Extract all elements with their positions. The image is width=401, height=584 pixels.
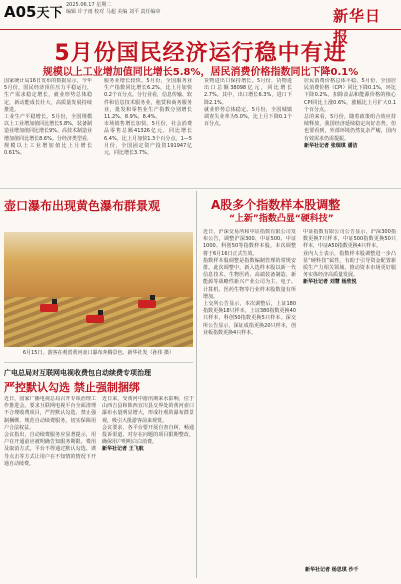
vertical-divider [196,191,197,578]
right-headline: A股多个指数样本股调整 [211,198,341,212]
newspaper-logo: 新华日报 [333,7,382,46]
left-col-1: 近日，国家广播电视总局召开专项治理工作推进会。要求互联网电视平台全面清理不合理收费项目，严控默认勾选、禁止强制捆绑，规范自动续费服务，切实保障用户合法权益。 会议指出，自动续费服务应显著提示，用户在开通前应被明确告知服务期限、费用及取消方式。平台不得通过默认勾选、诱导点击等方式让用户在不知情的情况下开通自动续费。 [4,396,96,467]
main-subhead: 规模以上工业增加值同比增长5.8%，居民消费价格指数同比下降0.1% [42,67,359,78]
waterfall-photo [4,232,193,347]
left-subhead: 严控默认勾选 禁止强制捆绑 [4,381,140,394]
right-col-2: 中证指数有限公司公告显示，沪深300指数更换7只样本，中证500指数更换50只样本，中证A50指数更换4只样本。 业内人士表示，指数样本股调整进一步凸显“硬科技”属性，有助于引导资金配置新质生产力相关领域，推动资本市场更好服务实体经济高质量发展。 新华社记者 刘慧 杨欣悦 [303,229,396,286]
main-headline: 5月份国民经济运行稳中有进 [54,41,347,66]
page-number: A05天下 [4,3,63,21]
bottom-byline: 新华社记者 杨思琪 沙千 [305,567,359,573]
horizontal-divider [0,188,401,189]
left-col-2: 近日来，受黄河中游汛期来水影响，位于山西吉县和陕西宜川县交界处的黄河壶口瀑布水量明显增大，形成壮观的瀑布群景观，吸引大批游客前来观赏。 会议要求，各平台要开展自查自纠，畅通投诉渠道，对存在问题的项目限期整改，确保用户明明白白消费。 新华社记者 王飞航 [102,396,194,453]
main-col-3: 货物进出口保持增长。5月份，货物进出口总额38098亿元，同比增长2.7%。其中，出口增长6.3%，进口下降2.1%。 就业形势总体稳定。5月份，全国城镇调查失业率为5.0%，比上月下降0.1个百分点。 [204,78,292,128]
photo-headline: 壶口瀑布出现黄色瀑布群景观 [4,199,161,213]
right-col-1: 近日，沪深交易所和中证指数有限公司发布公告，调整沪深300、中证500、中证1000、科创50等指数样本股。本次调整将于6月16日正式生效。 指数样本股调整是指数编制管理的常规安排。此次调整中，新入选样本股以新一代信息技术、生物医药、高端装备制造、新能源等战略性新兴产业公司为主，电子、计算机、医药生物等行业样本股数量有所增加。 上交所公告显示，本次调整后，上证180指数更换18只样本，上证380指数更换40只样本，科创50指数更换5只样本。深交所公告显示，深证成指更换20只样本，创业板指数更换4只样本。 [203,229,296,336]
photo-caption: 6月15日，游客在观赏黄河壶口瀑布奔腾景色。新华社发（孙伟 摄） [22,350,175,356]
masthead [0,0,401,46]
page-meta: 2025.06.17 星期二 编辑 许子雨 校对 马超 美编 刘平 责任编审 [66,2,161,15]
main-col-1: 国家统计局16日发布的数据显示，今年5月份，国民经济顶住压力平稳运行，生产需求稳定增长，就业形势总体稳定，新动能成长壮大，高质量发展持续推进。 工业生产平稳增长。5月份，全国规模以上工业增加值同比增长5.8%，装备制造业增加值同比增长9%。高技术制造业增加值同比增长8.6%。分经济类型看，规模以上工业增加值比上月增长0.61%。 [4,78,92,157]
main-col-4: 居民消费价格总体平稳。5月份，全国居民消费价格（CPI）同比下降0.1%，环比下降0.2%。扣除食品和能源价格的核心CPI同比上涨0.6%，涨幅比上月扩大0.1个百分点。 总的来看，5月份，随着政策组合效应持续释放，我国经济延续稳定向好态势。但也要看到，外部环境仍然复杂严峻，国内有效需求仍需提振。 新华社记者 张瑞琪 潘洁 [304,78,396,149]
main-col-2: 服务业增长较快。5月份，全国服务业生产指数同比增长6.2%，比上月加快0.2个百分点。分行业看，信息传输、软件和信息技术服务业，租赁和商务服务业，批发和零售业生产指数分别增长11.2%、8.9%、8.4%。 市场销售增长加快。5月份，社会消费品零售总额41326亿元，同比增长6.4%，比上月加快1.3个百分点。1—5月份，全国固定资产投资191947亿元，同比增长3.7%。 [104,78,192,157]
left-divider [4,362,193,363]
right-subhead: “上新”指数凸显“硬科技” [229,214,334,224]
left-headline: 广电总局对互联网电视收费包自动续费专项治理 [4,369,151,377]
